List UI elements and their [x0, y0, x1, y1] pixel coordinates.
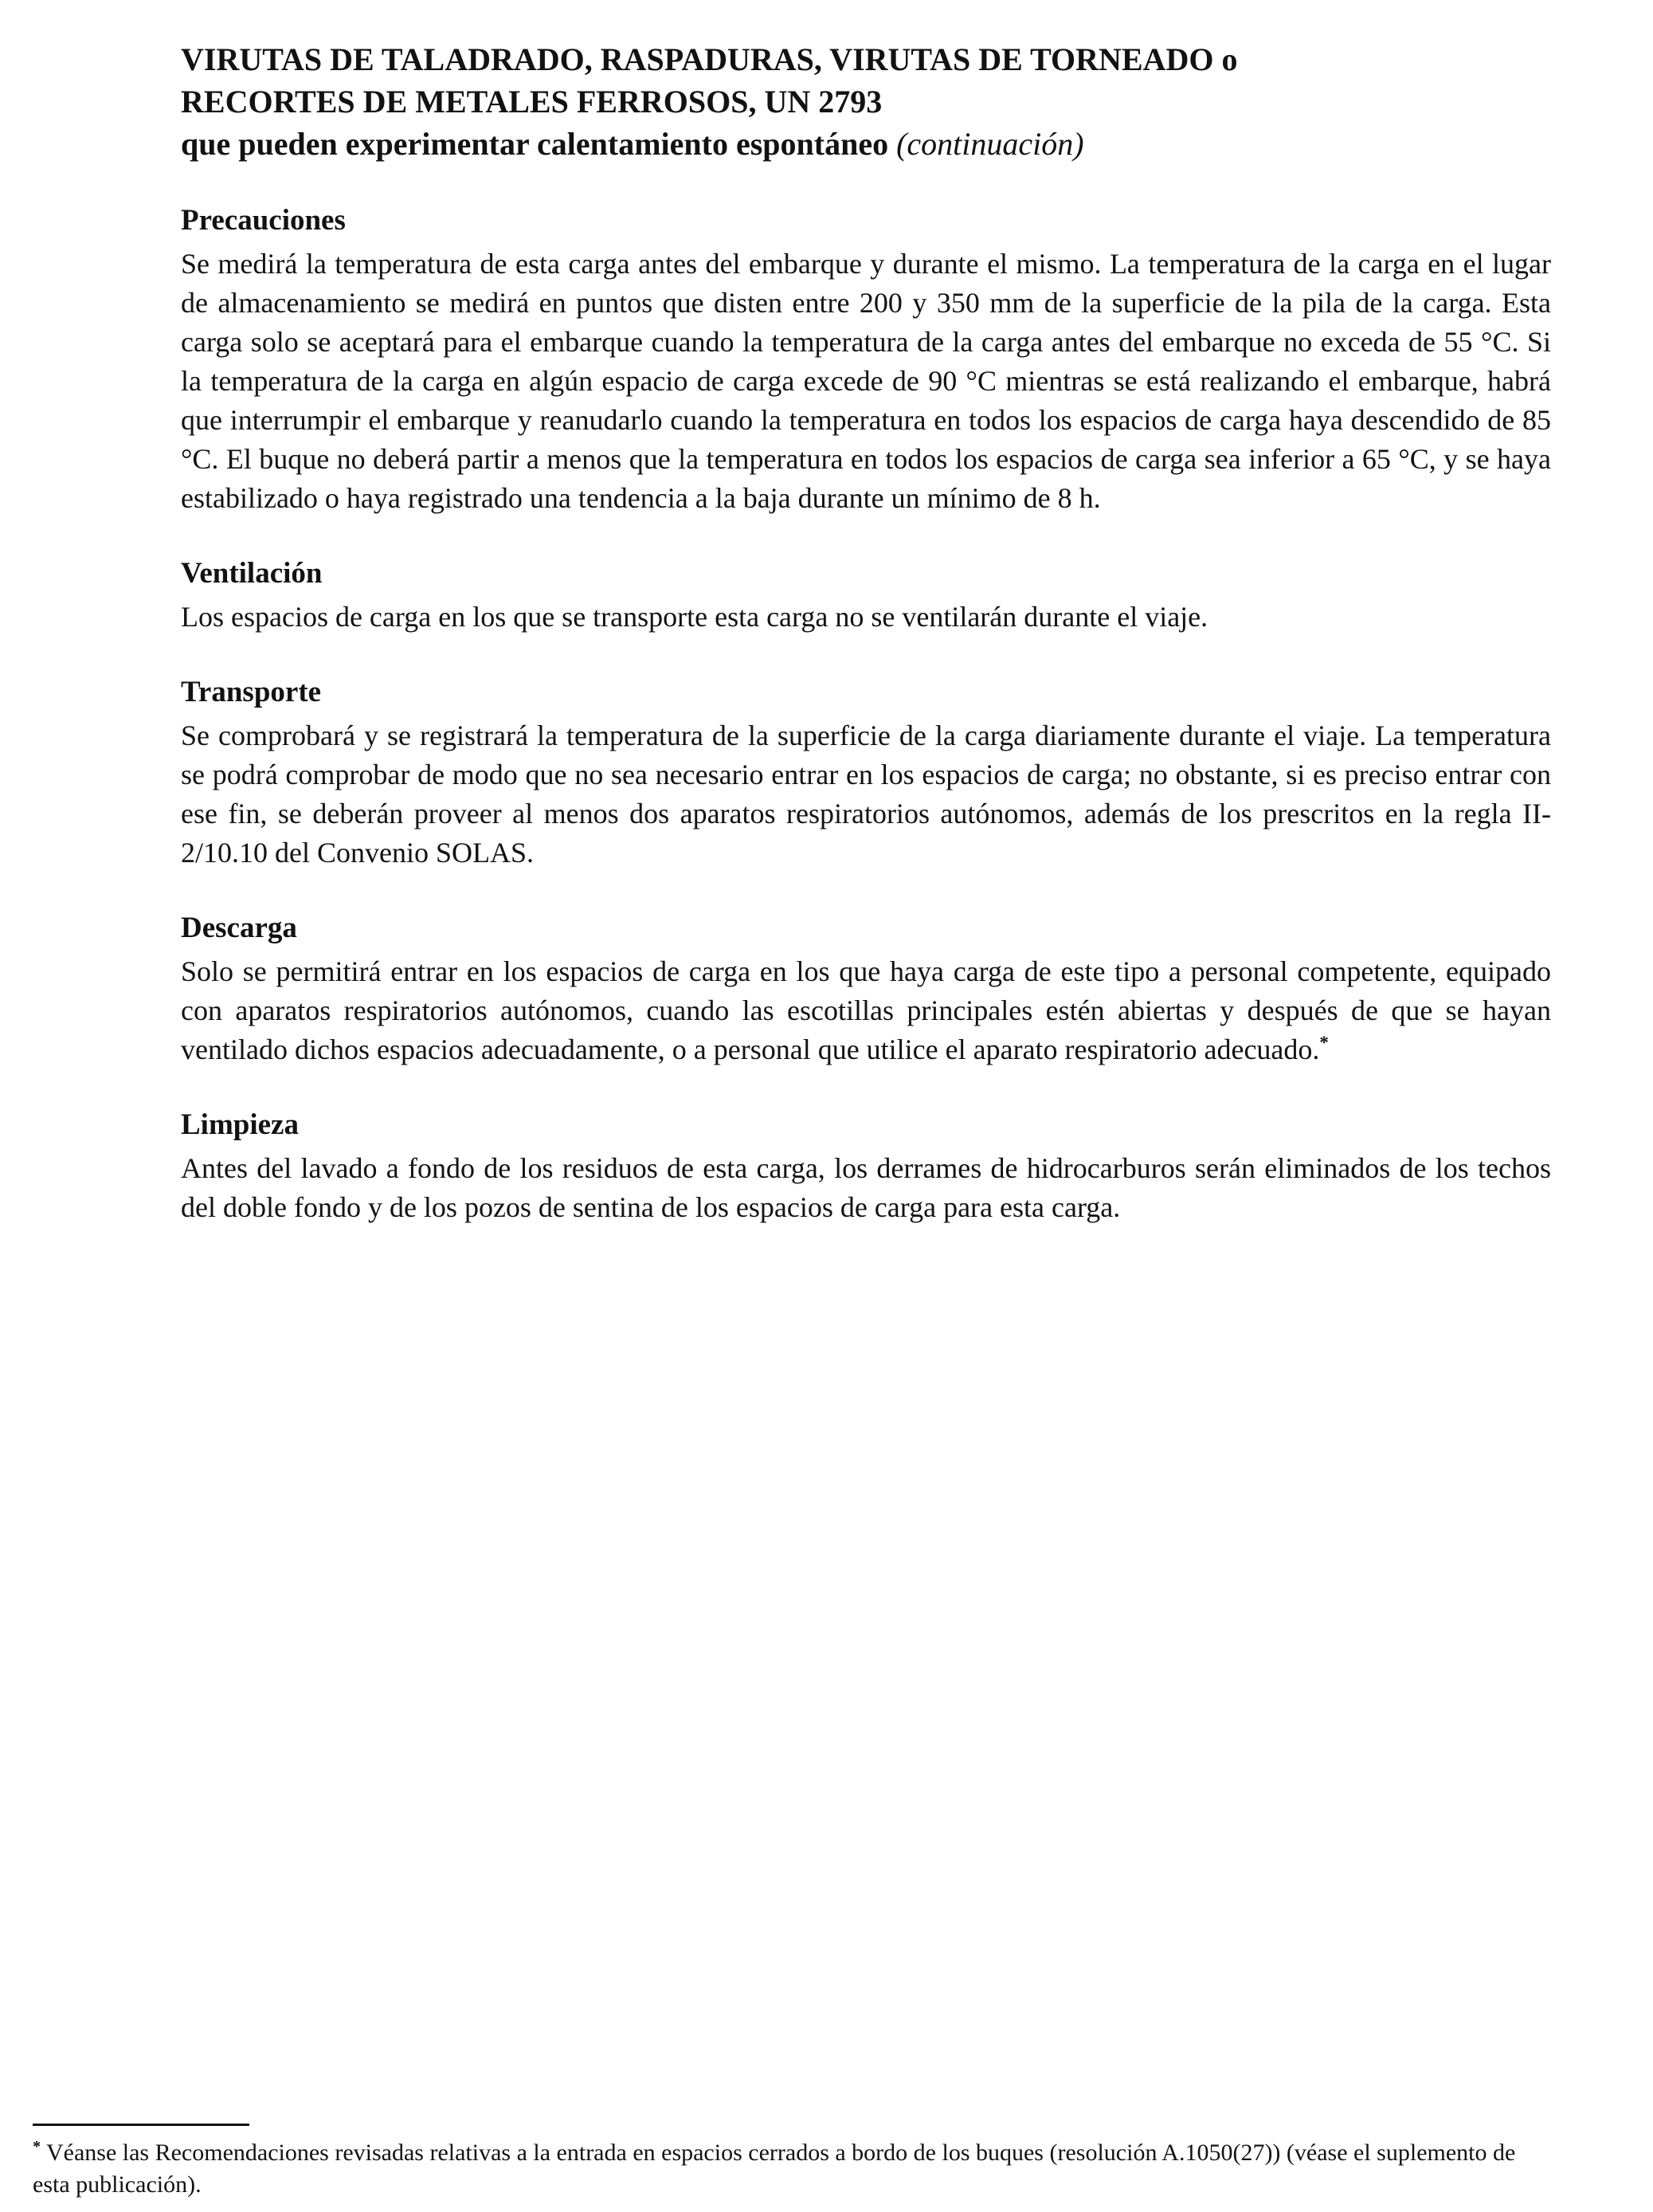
- section-heading-descarga: Descarga: [181, 912, 297, 944]
- section-heading-precauciones: Precauciones: [181, 204, 346, 237]
- title-line-3: [181, 123, 1551, 165]
- subtitle-text: que pueden experimentar calentamiento espontáneo: [181, 126, 889, 162]
- section-body-ventilacion: [181, 598, 1551, 637]
- section-precauciones: [181, 203, 1551, 518]
- main-content: [181, 38, 1551, 1227]
- body-text: Solo se permitirá entrar en los espacios de carga en los que haya carga de este tipo a personal competente, equipado con aparatos respiratorios autónomos, cuando las escotillas principales estén abiertas y después de que se hayan ventilado dichos espacios adecuadamente, o a personal que utilice el aparato respiratorio adecuado.: [181, 955, 1551, 1065]
- footnote: [33, 2124, 1551, 2201]
- section-body-limpieza: [181, 1149, 1551, 1227]
- footnote-lead: Véanse las: [45, 2139, 155, 2166]
- footnote-asterisk: *: [33, 2138, 41, 2155]
- footnote-publication-title: Recomendaciones revisadas relativas a la entrada en espacios cerrados a bordo de los buques: [155, 2139, 1044, 2166]
- section-ventilacion: [181, 556, 1551, 637]
- section-heading-limpieza: Limpieza: [181, 1108, 299, 1141]
- section-heading-ventilacion: Ventilación: [181, 557, 323, 590]
- section-heading-transporte: Transporte: [181, 676, 322, 708]
- title-line-1: VIRUTAS DE TALADRADO, RASPADURAS, VIRUTAS DE TORNEADO o: [181, 41, 1238, 77]
- section-transporte: [181, 675, 1551, 873]
- title-line-2: RECORTES DE METALES FERROSOS, UN 2793: [181, 84, 883, 120]
- continuation-label: (continuación): [896, 126, 1084, 162]
- body-text: Se medirá la temperatura de esta carga antes del embarque y durante el mismo. La temperatura de la carga en el lugar de almacenamiento se medirá en puntos que disten entre 200 y 350 mm de la superficie de la pila de la carga. Esta carga solo se aceptará para el embarque cuando la temperatura de la carga antes del embarque no exceda de 55 °C. Si la temperatura de la carga en algún espacio de carga excede de 90 °C mientras se está realizando el embarque, habrá que interrumpir el embarque y reanudarlo cuando la temperatura en todos los espacios de carga haya descendido de 85 °C. El buque no deberá partir a menos que la temperatura en todos los espacios de carga sea inferior a 65 °C, y se haya estabilizado o haya registrado una tendencia a la baja durante un mínimo de 8 h.: [181, 248, 1551, 514]
- cargo-title: [181, 38, 1551, 165]
- body-text: Antes del lavado a fondo de los residuos de esta carga, los derrames de hidrocarburos serán eliminados de los techos del doble fondo y de los pozos de sentina de los espacios de carga para esta carga.: [181, 1152, 1551, 1223]
- section-body-transporte: [181, 716, 1551, 873]
- body-text: Se comprobará y se registrará la temperatura de la superficie de la carga diariamente durante el viaje. La temperatura se podrá comprobar de modo que no sea necesario entrar en los espacios de carga; no obstante, si es preciso entrar con ese fin, se deberán proveer al menos dos aparatos respiratorios autónomos, además de los prescritos en la regla II-2/10.10 del Convenio SOLAS.: [181, 720, 1551, 869]
- footnote-text: [33, 2137, 1551, 2201]
- footnote-divider-rule: [33, 2124, 249, 2126]
- footnote-reference-asterisk: *: [1319, 1033, 1329, 1053]
- section-limpieza: [181, 1108, 1551, 1227]
- section-body-descarga: [181, 952, 1551, 1069]
- footnote-tail: (resolución A.1050(27)) (véase el suplemento de esta publicación).: [33, 2139, 1516, 2198]
- section-body-precauciones: [181, 245, 1551, 518]
- body-text: Los espacios de carga en los que se transporte esta carga no se ventilarán durante el viaje.: [181, 601, 1208, 633]
- section-descarga: [181, 911, 1551, 1069]
